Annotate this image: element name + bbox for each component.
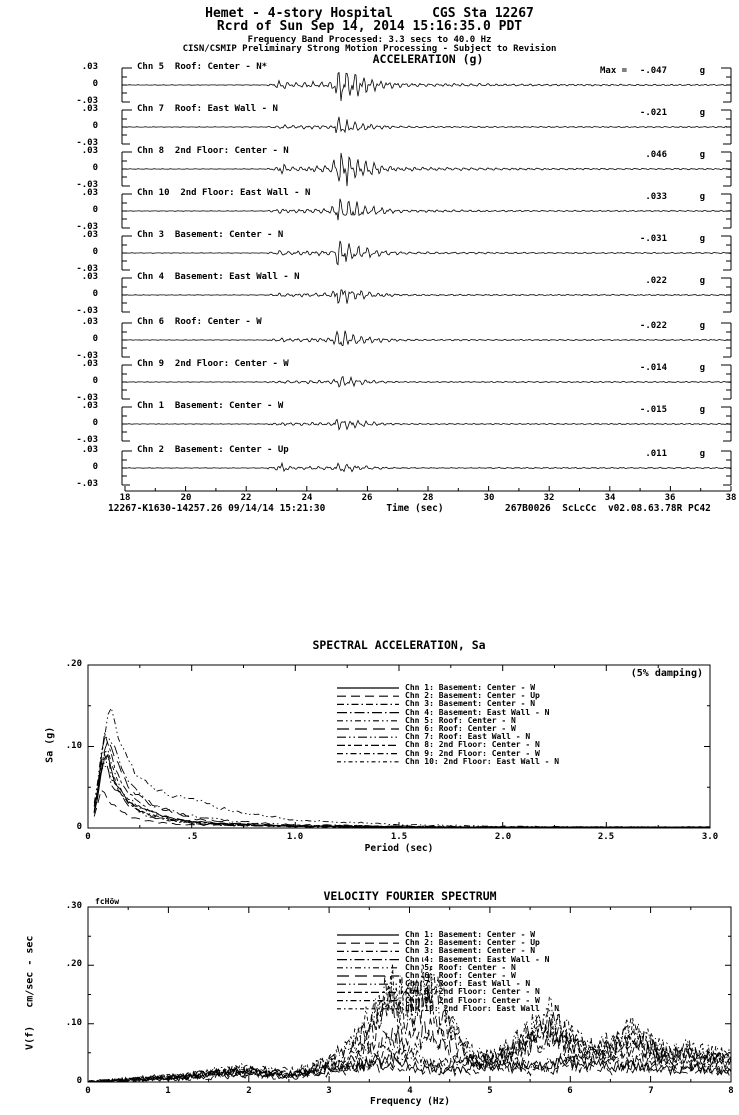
fourier-y-axis-label: V(f) cm/sec - sec [24, 935, 36, 1050]
max-value: -.031 [639, 234, 667, 244]
max-readout [600, 108, 705, 118]
time-tick-label: 30 [483, 493, 495, 503]
legend-label: Chn 2: Basement: Center - Up [405, 938, 540, 948]
max-unit: g [699, 192, 705, 202]
legend-label: Chn 3: Basement: Center - N [405, 699, 536, 709]
y-tick-label: .10 [65, 1018, 82, 1028]
accel-ytick-label: -.03 [76, 138, 98, 148]
max-unit: g [699, 449, 705, 459]
x-tick-label: 4 [407, 1086, 413, 1096]
accel-ytick-label: -.03 [76, 96, 98, 106]
x-tick-label: 0 [85, 832, 91, 842]
channel-label: Chn 1 Basement: Center - W [137, 401, 284, 411]
legend-label: Chn 8: 2nd Floor: Center - N [405, 987, 540, 997]
max-unit: g [699, 321, 705, 331]
max-readout [600, 449, 705, 459]
accel-trace [125, 73, 731, 101]
accel-trace [125, 463, 731, 472]
spectrum-curve [94, 754, 710, 828]
accel-ytick-label: .03 [81, 272, 98, 282]
max-unit: g [699, 150, 705, 160]
accel-ytick-label: -.03 [76, 351, 98, 361]
max-value: -.021 [639, 108, 667, 118]
spectrum-curve [94, 733, 710, 828]
time-axis [125, 486, 731, 491]
legend-label: Chn 7: Roof: East Wall - N [405, 979, 531, 989]
legend-label: Chn 3: Basement: Center - N [405, 946, 536, 956]
accel-ytick-label: 0 [92, 289, 98, 299]
channel-label: Chn 8 2nd Floor: Center - N [137, 146, 289, 156]
accel-ytick-label: .03 [81, 359, 98, 369]
time-tick-label: 32 [543, 493, 555, 503]
fourier-x-axis-label: Frequency (Hz) [369, 1096, 451, 1107]
accel-ytick-label: .03 [81, 445, 98, 455]
accel-trace [125, 331, 731, 346]
accel-ytick-label: .03 [81, 62, 98, 72]
time-tick-label: 36 [664, 493, 676, 503]
spectrum-curve [94, 740, 710, 827]
max-readout [600, 234, 705, 244]
accel-footer-right: 267B0026 ScLcCc v02.08.63.78R PC42 [505, 503, 711, 514]
accel-ytick-label: -.03 [76, 180, 98, 190]
accel-ytick-label: 0 [92, 334, 98, 344]
accel-trace [125, 290, 731, 304]
x-tick-label: 6 [567, 1086, 573, 1096]
accel-ytick-label: .03 [81, 188, 98, 198]
x-tick-label: 7 [648, 1086, 654, 1096]
accel-trace [125, 377, 731, 387]
header-frequency-band: Frequency Band Processed: 3.3 secs to 40.0 Hz [247, 34, 492, 45]
max-readout [600, 405, 705, 415]
channel-label: Chn 6 Roof: Center - W [137, 317, 262, 327]
max-readout [600, 276, 705, 286]
x-tick-label: 2.5 [597, 832, 615, 842]
y-tick-label: .10 [65, 741, 82, 751]
max-value: .046 [645, 150, 667, 160]
legend-label: Chn 1: Basement: Center - W [405, 930, 536, 939]
accel-ytick-label: -.03 [76, 435, 98, 445]
y-tick-label: .30 [65, 901, 82, 911]
legend-label: Chn 10: 2nd Floor: East Wall - N [405, 756, 560, 766]
accel-trace [125, 420, 731, 430]
legend-label: Chn 6: Roof: Center - W [405, 971, 516, 980]
x-tick-label: 1.5 [390, 832, 408, 842]
max-value: -.014 [639, 363, 667, 373]
legend-label: Chn 10: 2nd Floor: East Wall - N [405, 1003, 560, 1013]
channel-label: Chn 9 2nd Floor: Center - W [137, 359, 289, 369]
x-tick-label: 3 [326, 1086, 332, 1096]
x-tick-label: 2.0 [494, 832, 512, 842]
max-value: .011 [645, 449, 667, 459]
legend-label: Chn 5: Roof: Center - N [405, 962, 516, 972]
y-tick-label: 0 [76, 822, 82, 832]
legend-label: Chn 9: 2nd Floor: Center - W [405, 748, 540, 758]
spectrum-curve [88, 1019, 731, 1083]
time-tick-label: 28 [422, 493, 434, 503]
header-processing-note: CISN/CSMIP Preliminary Strong Motion Processing - Subject to Revision [182, 43, 557, 54]
accel-ytick-label: 0 [92, 121, 98, 131]
max-label: Max = [600, 66, 628, 76]
accel-ytick-label: .03 [81, 104, 98, 114]
accel-ytick-label: .03 [81, 401, 98, 411]
max-value: .022 [645, 276, 667, 286]
accel-trace [125, 117, 731, 133]
y-tick-label: .20 [65, 659, 82, 669]
time-tick-label: 26 [361, 493, 373, 503]
max-value: -.047 [639, 66, 667, 76]
accel-ytick-label: -.03 [76, 479, 98, 489]
accel-ytick-label: 0 [92, 205, 98, 215]
sa-x-axis-label: Period (sec) [364, 843, 434, 854]
accel-ytick-label: 0 [92, 418, 98, 428]
chart-ticks [88, 665, 710, 828]
max-readout [600, 321, 705, 331]
max-unit: g [699, 66, 705, 76]
legend-label: Chn 2: Basement: Center - Up [405, 691, 540, 701]
max-unit: g [699, 405, 705, 415]
max-unit: g [699, 108, 705, 118]
spectrum-curve [94, 755, 710, 828]
x-tick-label: 5 [487, 1086, 493, 1096]
header-record-time: Rcrd of Sun Sep 14, 2014 15:16:35.0 PDT [216, 19, 523, 34]
legend-label: Chn 8: 2nd Floor: Center - N [405, 740, 540, 750]
channel-label: Chn 2 Basement: Center - Up [137, 445, 289, 455]
channel-label: Chn 10 2nd Floor: East Wall - N [137, 188, 311, 198]
x-tick-label: .5 [186, 832, 198, 842]
channel-label: Chn 5 Roof: Center - N* [137, 62, 268, 72]
x-tick-label: 0 [85, 1086, 91, 1096]
max-value: -.022 [639, 321, 667, 331]
y-tick-label: .20 [65, 959, 82, 969]
legend-label: Chn 5: Roof: Center - N [405, 715, 516, 725]
legend-label: Chn 4: Basement: East Wall - N [405, 954, 550, 964]
max-readout [600, 192, 705, 202]
accel-ytick-label: 0 [92, 376, 98, 386]
max-unit: g [699, 363, 705, 373]
x-tick-label: 1.0 [286, 832, 304, 842]
sa-chart-title: SPECTRAL ACCELERATION, Sa [312, 638, 486, 652]
accel-footer-left: 12267-K1630-14257.26 09/14/14 15:21:30 [108, 503, 326, 514]
legend-label: Chn 9: 2nd Floor: Center - W [405, 995, 540, 1005]
max-unit: g [699, 234, 705, 244]
y-tick-label: 0 [76, 1076, 82, 1086]
header-station-title: Hemet - 4-story Hospital CGS Sta 12267 [205, 6, 534, 21]
accel-ytick-label: 0 [92, 462, 98, 472]
time-tick-label: 38 [725, 493, 737, 503]
fourier-chart-title: VELOCITY FOURIER SPECTRUM [323, 889, 497, 903]
accel-ytick-label: -.03 [76, 393, 98, 403]
fourier-corner-label: fcHöw [95, 897, 120, 906]
accel-ytick-label: -.03 [76, 306, 98, 316]
spectrum-curve [88, 1030, 731, 1082]
x-tick-label: 8 [728, 1086, 734, 1096]
spectrum-curve [94, 766, 710, 828]
max-value: -.015 [639, 405, 667, 415]
max-value: .033 [645, 192, 667, 202]
x-tick-label: 2 [246, 1086, 252, 1096]
time-axis-label: Time (sec) [386, 503, 444, 514]
legend-label: Chn 6: Roof: Center - W [405, 724, 516, 733]
accel-ytick-label: .03 [81, 146, 98, 156]
accel-trace [125, 241, 731, 265]
accel-ytick-label: -.03 [76, 264, 98, 274]
accel-ytick-label: 0 [92, 163, 98, 173]
max-readout [600, 66, 705, 76]
spectrum-curve [94, 755, 710, 828]
legend-label: Chn 4: Basement: East Wall - N [405, 707, 550, 717]
legend-label: Chn 7: Roof: East Wall - N [405, 732, 531, 742]
x-tick-label: 1 [165, 1086, 171, 1096]
time-tick-label: 22 [240, 493, 252, 503]
spectrum-curve [94, 708, 710, 828]
accel-ytick-label: -.03 [76, 222, 98, 232]
time-tick-label: 34 [604, 493, 616, 503]
channel-label: Chn 4 Basement: East Wall - N [137, 272, 300, 282]
spectrum-curve [94, 737, 710, 828]
time-tick-label: 20 [180, 493, 192, 503]
accel-section-title: ACCELERATION (g) [372, 52, 484, 66]
time-tick-label: 24 [301, 493, 313, 503]
max-readout [600, 363, 705, 373]
channel-label: Chn 3 Basement: Center - N [137, 230, 284, 240]
accel-ytick-label: 0 [92, 247, 98, 257]
accel-ytick-label: .03 [81, 230, 98, 240]
channel-label: Chn 7 Roof: East Wall - N [137, 104, 278, 114]
accel-ytick-label: 0 [92, 79, 98, 89]
sa-y-axis-label: Sa (g) [44, 726, 56, 763]
max-readout [600, 150, 705, 160]
max-unit: g [699, 276, 705, 286]
x-tick-label: 3.0 [701, 832, 719, 842]
legend-label: Chn 1: Basement: Center - W [405, 683, 536, 692]
time-tick-label: 18 [119, 493, 131, 503]
accel-ytick-label: .03 [81, 317, 98, 327]
chart-frame [88, 665, 710, 828]
sa-damping-annotation: (5% damping) [630, 668, 703, 679]
